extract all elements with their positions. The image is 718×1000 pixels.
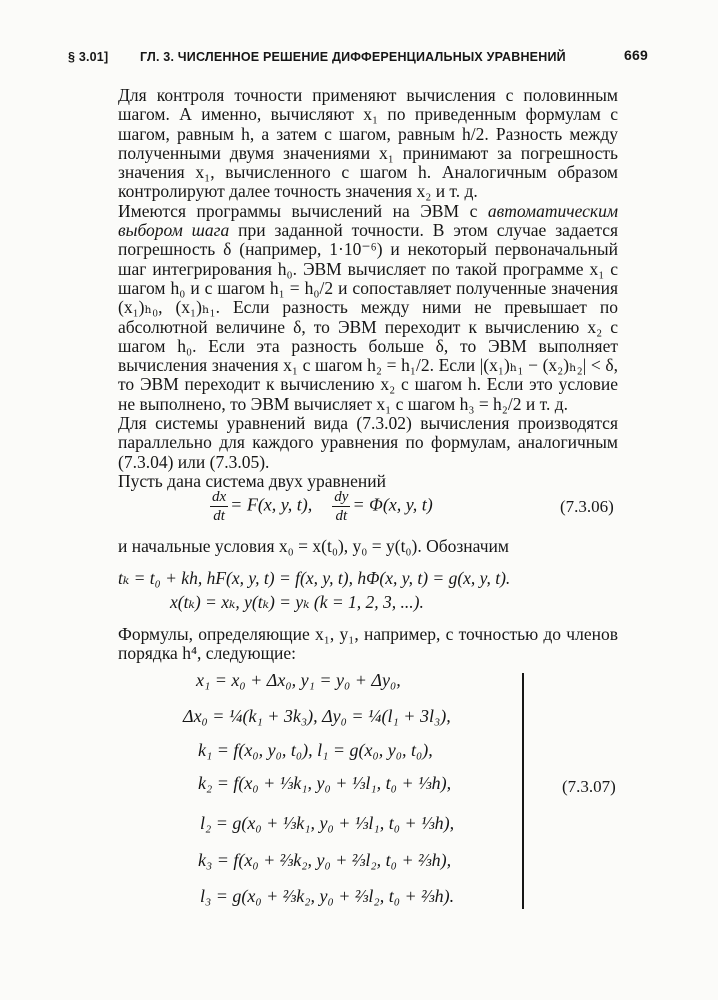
system-line-2: Δx₀ = ¼(k₁ + 3k₃), Δy₀ = ¼(l₁ + 3l₃), xyxy=(183,706,451,726)
body-text-3 xyxy=(118,625,618,664)
equation-number-7-3-07: (7.3.07) xyxy=(562,777,616,796)
page-header xyxy=(68,47,648,69)
paragraph-6: Формулы, определяющие x₁, y₁, например, с точностью до членов порядка h⁴, следующие: xyxy=(118,624,618,664)
equation-7-3-06: $\frac{dx}{dt}$ = F(x, y, t), $\frac{dy}{dt}$ = Φ(x, y, t) xyxy=(212,489,433,524)
system-line-5: l₂ = g(x₀ + ⅓k₁, y₀ + ⅓l₁, t₀ + ⅓h), xyxy=(200,813,455,833)
chapter-title: ГЛ. 3. ЧИСЛЕННОЕ РЕШЕНИЕ ДИФФЕРЕНЦИАЛЬНЫХ УРАВНЕНИЙ xyxy=(140,50,566,64)
equation-number-7-3-06: (7.3.06) xyxy=(560,497,614,516)
dy-dt-fraction: $\frac{dy}{dt}$ xyxy=(334,489,349,524)
paragraph-5: и начальные условия x₀ = x(t₀), y₀ = y(t₀). Обозначим xyxy=(118,536,509,556)
paragraph-4: Пусть дана система двух уравнений xyxy=(118,470,386,491)
system-brace xyxy=(512,673,524,909)
paragraph-1: Для контроля точности применяют вычисления с половинным шагом. А именно, вычисляют x₁ по приведенным формулам с шагом, равным h, а затем с шагом, равным h/2. Разность между полученными двумя значениями x₁ принимают за погрешность значения x₁, вычисленного с шагом h. Аналогичным образом контролируют далее точность значения x₂ и т. д. xyxy=(118,85,618,202)
body-text xyxy=(118,86,618,491)
system-line-6: k₃ = f(x₀ + ⅔k₂, y₀ + ⅔l₂, t₀ + ⅔h), xyxy=(198,850,452,870)
page-number: 669 xyxy=(624,47,648,63)
system-line-1: x₁ = x₀ + Δx₀, y₁ = y₀ + Δy₀, xyxy=(196,670,401,690)
paragraph-2-end: при заданной точности. В этом случае задается погрешность δ (например, 1·10⁻⁶) и некоторый первоначальный шаг интегрирования h₀. ЭВМ вычисляет по такой программе x₁ с шагом h₀ и с шагом h₁ = h₀/2 и сопоставляет полученные значения (x₁)ₕ₀, (x₁)ₕ₁. Если разность между ними не превышает по абсолютной величине δ, то ЭВМ переходит к вычислению x₂ с шагом h₀. Если эта разность больше δ, то ЭВМ выполняет вычисления значения x₁ с шагом h₂ = h₁/2. Если |(x₁)ₕ₁ − (x₂)ₕ₂| < δ, то ЭВМ переходит к вычислению x₂ с шагом h. Если это условие не выполнено, то ЭВМ вычисляет x₁ с шагом h₃ = h₂/2 и т. д. xyxy=(118,220,619,414)
system-line-4: k₂ = f(x₀ + ⅓k₁, y₀ + ⅓l₁, t₀ + ⅓h), xyxy=(198,773,452,793)
system-line-3: k₁ = f(x₀, y₀, t₀), l₁ = g(x₀, y₀, t₀), xyxy=(198,740,433,760)
paragraph-2-italic: автоматическим выбором шага xyxy=(118,200,618,241)
definition-line-2: x(tₖ) = xₖ, y(tₖ) = yₖ (k = 1, 2, 3, ...). xyxy=(170,592,424,612)
paragraph-3: Для системы уравнений вида (7.3.02) вычисления производятся параллельно для каждого уравнения по формулам, аналогичным (7.3.04) или (7.3.05). xyxy=(118,413,618,472)
definition-line-1: tₖ = t₀ + kh, hF(x, y, t) = f(x, y, t), hΦ(x, y, t) = g(x, y, t). xyxy=(118,568,511,588)
section-ref: § 3.01] xyxy=(68,50,109,64)
paragraph-2 xyxy=(118,202,618,414)
system-line-7: l₃ = g(x₀ + ⅔k₂, y₀ + ⅔l₂, t₀ + ⅔h). xyxy=(200,886,455,906)
paragraph-2-start: Имеются программы вычислений на ЭВМ с xyxy=(118,200,488,221)
body-text-2 xyxy=(118,537,618,556)
dx-dt-fraction: $\frac{dx}{dt}$ xyxy=(212,489,227,524)
